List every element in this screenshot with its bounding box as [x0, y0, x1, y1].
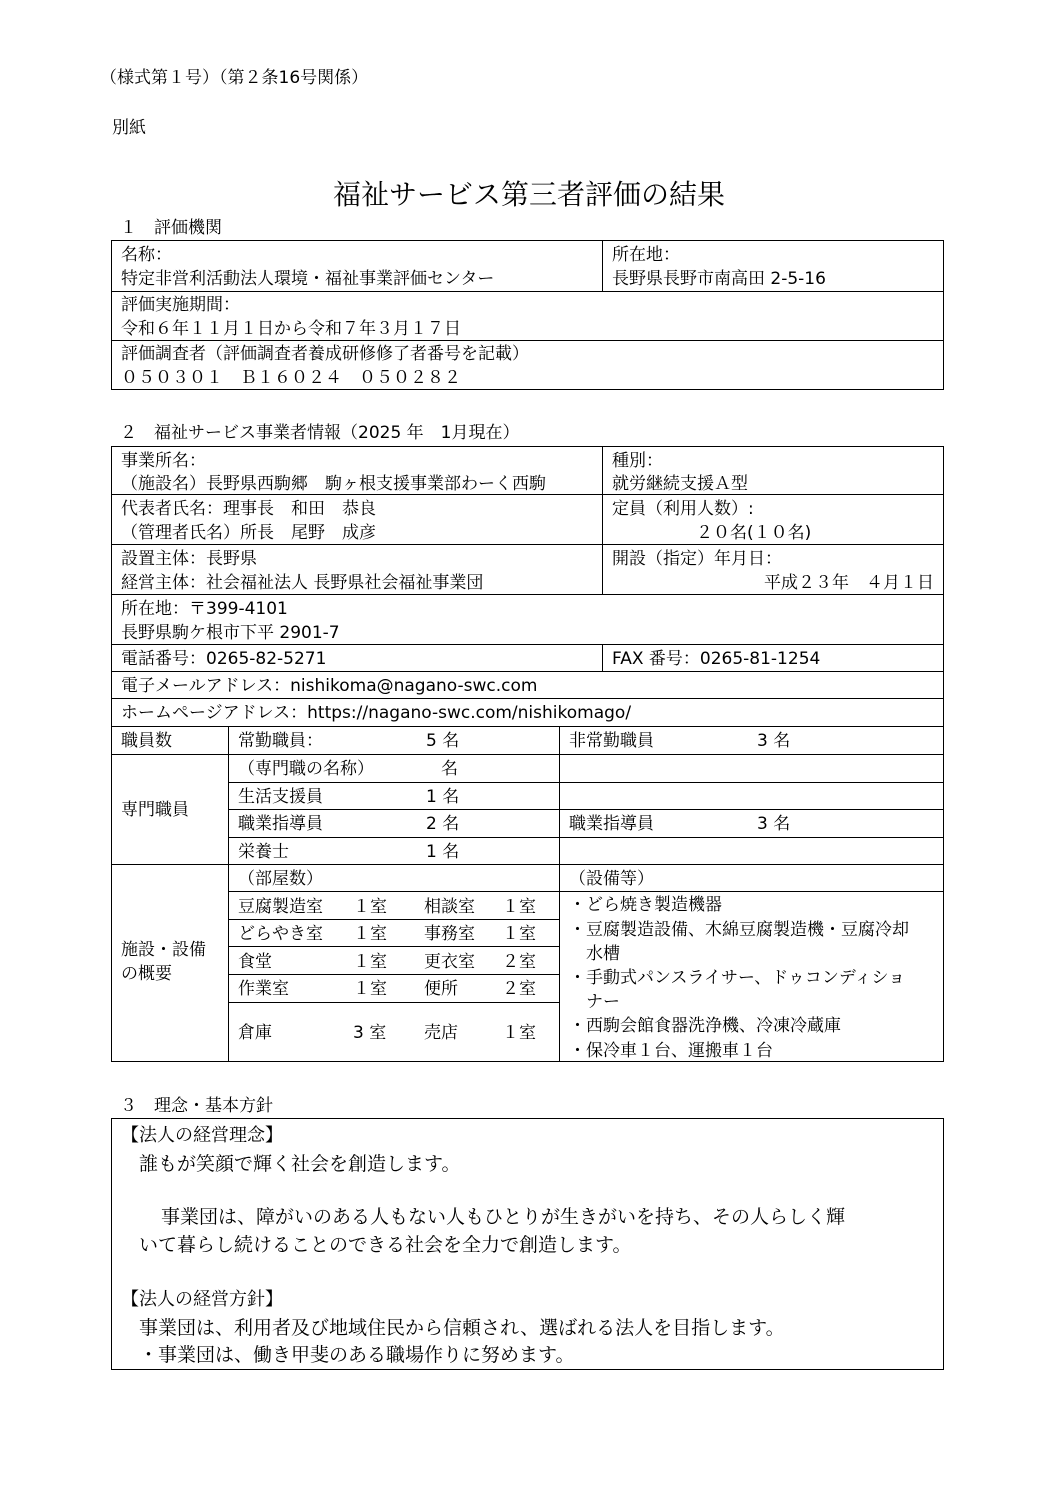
office-name: （施設名）長野県西駒郷 駒ヶ根支援事業部わーく西駒 [121, 474, 546, 494]
equipment-item: ・豆腐製造設備、木綿豆腐製造機・豆腐冷却 [569, 920, 909, 940]
specialist-name: （専門職の名称） [238, 759, 374, 779]
room-count: １室 [353, 952, 387, 972]
specialist-label: 専門職員 [121, 800, 189, 820]
specialist-name: 生活支援員 [238, 787, 323, 807]
room-count: １室 [502, 924, 536, 944]
equipment-item: 水槽 [569, 944, 620, 964]
period-label: 評価実施期間： [121, 295, 240, 315]
phone-number: 電話番号：0265-82-5271 [121, 649, 327, 669]
page-title: 福祉サービス第三者評価の結果 [332, 178, 725, 211]
specialist-count: 2 名 [426, 814, 460, 834]
parttime-staff-label: 非常勤職員 [569, 731, 654, 751]
founder: 設置主体：長野県 [121, 549, 257, 569]
room-name: 豆腐製造室 [238, 897, 323, 917]
equipment-item: ナー [569, 992, 620, 1012]
room-name: 倉庫 [238, 1023, 272, 1043]
capacity-value: ２０名(１０名) [696, 523, 812, 543]
evaluator-table [111, 240, 944, 390]
section1-heading: １ 評価機関 [120, 218, 222, 238]
room-count: ２室 [502, 979, 536, 999]
room-count: １室 [502, 897, 536, 917]
attachment-label: 別紙 [112, 118, 146, 138]
facilities-label-2: の概要 [121, 964, 172, 984]
equipment-item: ・西駒会館食器洗浄機、冷凍冷蔵庫 [569, 1016, 841, 1036]
location-postal: 所在地：〒399-4101 [121, 599, 288, 619]
office-name-label: 事業所名： [121, 451, 206, 471]
opened-label: 開設（指定）年月日： [612, 549, 782, 569]
philosophy-box [111, 1118, 944, 1370]
room-name: 事務室 [424, 924, 475, 944]
form-number: （様式第１号）（第２条16号関係） [100, 68, 369, 88]
room-name: 更衣室 [424, 952, 475, 972]
service-type: 就労継続支援Ａ型 [612, 474, 748, 494]
specialist-count-parttime: 3 名 [757, 814, 791, 834]
room-count: １室 [353, 979, 387, 999]
service-type-label: 種別： [612, 451, 663, 471]
period-value: 令和６年１１月１日から令和７年３月１７日 [121, 319, 461, 339]
room-count: ２室 [502, 952, 536, 972]
parttime-staff-count: 3 名 [757, 731, 791, 751]
philosophy-text: 誰もが笑顔で輝く社会を創造します。 [139, 1153, 461, 1175]
fulltime-staff-label: 常勤職員： [238, 731, 323, 751]
specialist-name: 職業指導員 [238, 814, 323, 834]
specialist-count: 1 名 [426, 787, 460, 807]
evaluator-name-label: 名称： [121, 245, 172, 265]
representative: 代表者氏名：理事長 和田 恭良 [121, 499, 376, 519]
evaluator-name: 特定非営利活動法人環境・福祉事業評価センター [121, 269, 495, 289]
room-count: １室 [353, 897, 387, 917]
policy-title: 【法人の経営方針】 [121, 1289, 283, 1310]
staff-count-label: 職員数 [121, 731, 172, 751]
evaluator-address-label: 所在地： [612, 245, 680, 265]
equipment-item: ・手動式パンスライサー、ドゥコンディショ [569, 968, 906, 988]
room-name: どらやき室 [238, 924, 323, 944]
manager: （管理者氏名）所長 尾野 成彦 [121, 523, 376, 543]
provider-table [111, 446, 944, 1062]
room-name: 売店 [424, 1023, 458, 1043]
room-name: 便所 [424, 979, 458, 999]
email-address[interactable]: 電子メールアドレス：nishikoma@nagano-swc.com [121, 676, 538, 696]
specialist-name: 栄養士 [238, 842, 289, 862]
philosophy-text: いて暮らし続けることのできる社会を全力で創造します。 [139, 1234, 632, 1256]
room-count: 3 室 [353, 1023, 387, 1043]
evaluator-address: 長野県長野市南高田 2-5-16 [612, 269, 826, 289]
room-count: １室 [353, 924, 387, 944]
room-name: 作業室 [238, 979, 289, 999]
section2-heading: ２ 福祉サービス事業者情報（2025 年 1月現在） [120, 423, 520, 443]
location-address: 長野県駒ケ根市下平 2901-7 [121, 623, 340, 643]
operator: 経営主体：社会福祉法人 長野県社会福祉事業団 [121, 573, 484, 593]
policy-text: ・事業団は、働き甲斐のある職場作りに努めます。 [139, 1344, 575, 1366]
homepage-url[interactable]: ホームページアドレス：https://nagano-swc.com/nishikomago/ [121, 703, 632, 723]
specialist-count: 名 [441, 759, 458, 779]
room-name: 相談室 [424, 897, 475, 917]
equipment-item: ・どら焼き製造機器 [569, 895, 722, 915]
fulltime-staff-count: 5 名 [426, 731, 460, 751]
capacity-label: 定員（利用人数）: [612, 499, 754, 519]
section3-heading: ３ 理念・基本方針 [120, 1096, 273, 1116]
opened-date: 平成２３年 ４月１日 [764, 573, 934, 593]
rooms-header: （部屋数） [238, 869, 323, 889]
specialist-name-parttime: 職業指導員 [569, 814, 654, 834]
room-name: 食堂 [238, 952, 272, 972]
philosophy-text: 事業団は、障がいのある人もない人もひとりが生きがいを持ち、その人らしく輝 [161, 1206, 846, 1228]
surveyor-numbers: ０５０３０１ Ｂ１６０２４ ０５０２８２ [121, 368, 461, 388]
equipment-header: （設備等） [569, 869, 654, 889]
policy-text: 事業団は、利用者及び地域住民から信頼され、選ばれる法人を目指します。 [139, 1317, 785, 1339]
room-count: １室 [502, 1023, 536, 1043]
fax-number: FAX 番号：0265-81-1254 [612, 649, 821, 669]
specialist-count: 1 名 [426, 842, 460, 862]
philosophy-title: 【法人の経営理念】 [121, 1125, 283, 1146]
surveyor-label: 評価調査者（評価調査者養成研修修了者番号を記載） [121, 344, 529, 364]
equipment-item: ・保冷車１台、運搬車１台 [569, 1041, 773, 1061]
facilities-label: 施設・設備 [121, 940, 206, 960]
